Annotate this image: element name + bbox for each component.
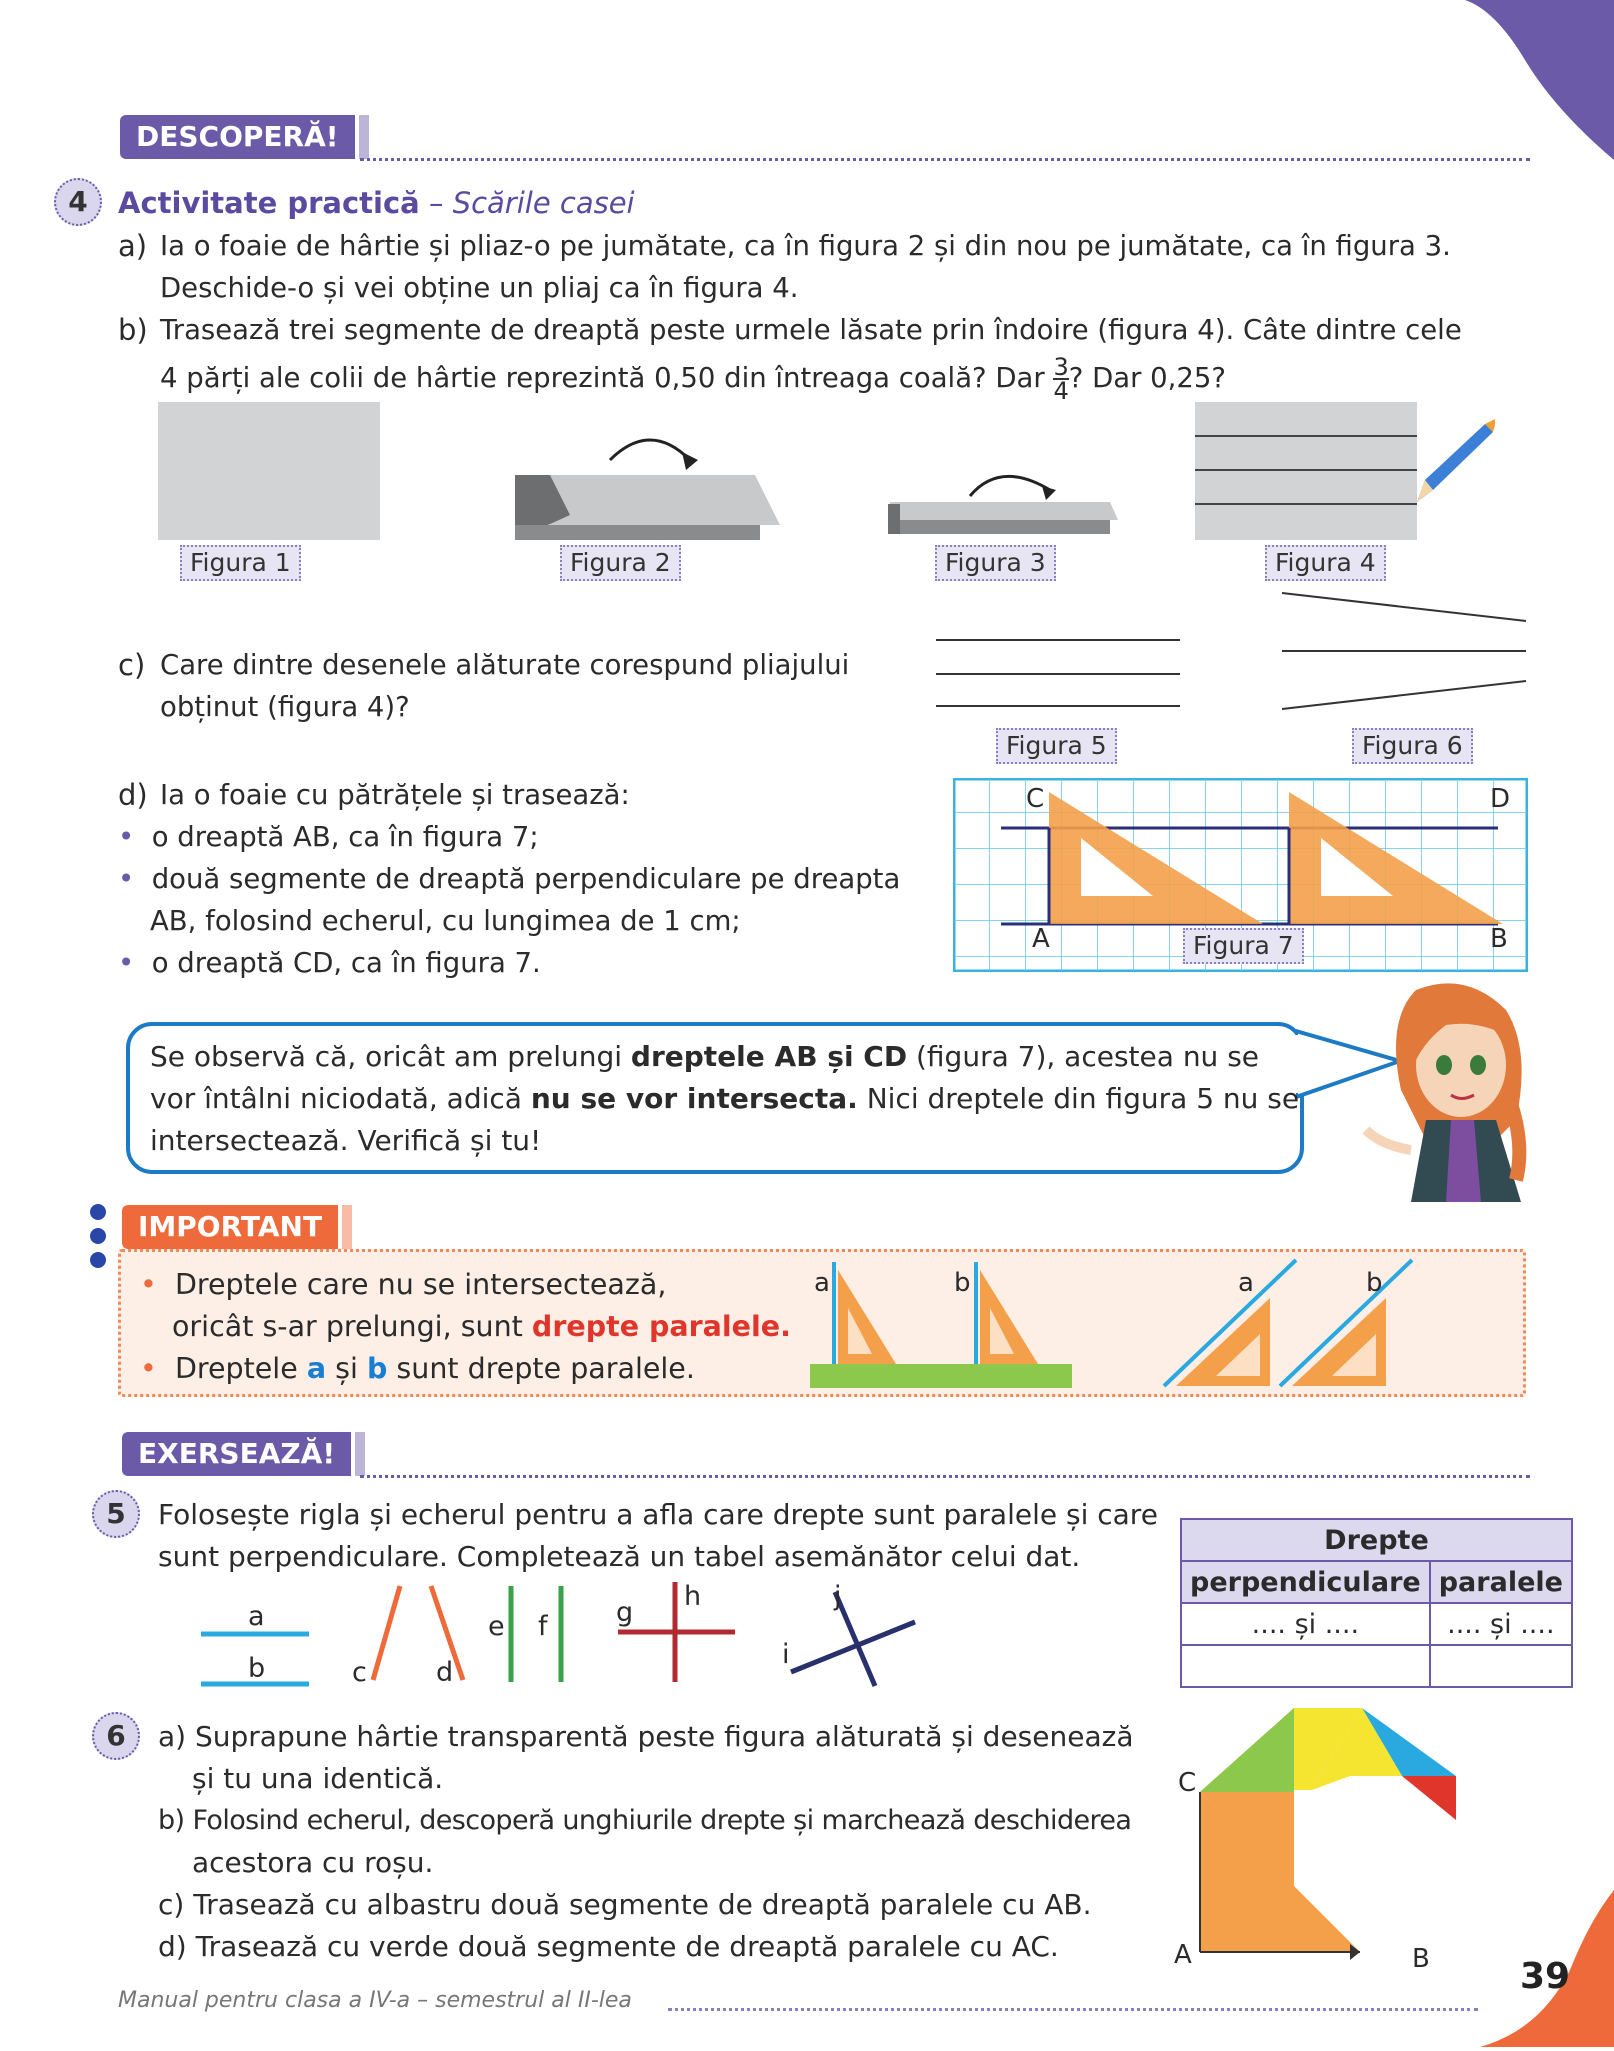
figure-2-label: Figura 2 — [560, 545, 681, 581]
title-bold: Activitate practică — [118, 186, 420, 220]
exercise-number: 4 — [54, 178, 102, 226]
important-b2-b: b — [366, 1352, 388, 1385]
title-italic: Scările casei — [452, 186, 635, 220]
b-line2-post: ? Dar 0,25? — [1068, 362, 1226, 394]
figure-3-fold — [880, 460, 1120, 540]
section-tag-exerseaza: EXERSEAZĂ! — [122, 1432, 351, 1476]
section-divider — [360, 158, 1530, 161]
figure-4-paper — [1195, 402, 1495, 542]
tangram-point-c: C — [1178, 1768, 1197, 1798]
section-divider-2 — [360, 1475, 1530, 1478]
fig7-point-c: C — [1026, 784, 1045, 814]
important-label-b2: b — [1366, 1268, 1383, 1298]
important-label-a2: a — [1238, 1268, 1254, 1298]
ex5-lines-drawing — [195, 1578, 925, 1690]
fraction-numerator: 3 — [1053, 353, 1069, 381]
section-tag-important: IMPORTANT — [122, 1205, 338, 1249]
ex5-line2: sunt perpendiculare. Completează un tabel asemănător celui dat. — [158, 1540, 1081, 1573]
exercise-5-number: 5 — [92, 1490, 140, 1538]
important-b1-l1: Dreptele care nu se intersectează, — [174, 1268, 667, 1301]
d-bullet-list — [118, 816, 918, 984]
item-b-line1: Trasează trei segmente de dreaptă peste urmele lăsate prin îndoire (figura 4). Câte dintre cele — [160, 314, 1462, 346]
d-bullet-2: • două segmente de dreaptă perpendiculare pe dreapta — [118, 863, 901, 895]
d-bullet-3-text: o dreaptă CD, ca în figura 7. — [151, 947, 541, 979]
item-b-line2 — [160, 353, 1226, 405]
speech-1b: dreptele AB și CD — [630, 1040, 908, 1073]
d-bullet-1-text: o dreaptă AB, ca în figura 7; — [151, 821, 539, 853]
line-label-b: b — [248, 1653, 266, 1684]
tangram-point-b: B — [1412, 1944, 1430, 1974]
item-a-line2: Deschide-o și vei obține un pliaj ca în figura 4. — [160, 272, 799, 304]
page-number: 39 — [1520, 1956, 1571, 1997]
d-bullet-2-cont-text: AB, folosind echerul, cu lungimea de 1 cm; — [150, 905, 741, 937]
fraction — [1053, 353, 1069, 405]
line-label-a: a — [248, 1601, 265, 1632]
item-a-line1: Ia o foaie de hârtie și pliaz-o pe jumătate, ca în figura 2 și din nou pe jumătate, ca în figura 3. — [160, 230, 1451, 262]
title-dash: – — [419, 186, 453, 220]
table-col-perpendiculare: perpendiculare — [1181, 1561, 1430, 1603]
figure-5-label: Figura 5 — [996, 728, 1117, 764]
figure-6-lines — [1282, 585, 1532, 715]
ex6-d: d) Trasează cu verde două segmente de dreaptă paralele cu AC. — [158, 1930, 1059, 1963]
important-b2-pre: Dreptele — [174, 1352, 307, 1385]
important-label-a1: a — [814, 1268, 830, 1298]
footer-text: Manual pentru clasa a IV-a – semestrul al II-lea — [118, 1988, 632, 2013]
item-c-line1: Care dintre desenele alăturate corespund pliajului — [160, 649, 850, 681]
speech-2c: Nici dreptele din figura 5 nu se — [857, 1082, 1300, 1115]
line-label-j: j — [834, 1581, 842, 1612]
important-b1-l2: oricât s-ar prelungi, sunt — [172, 1310, 532, 1343]
fig7-point-b: B — [1490, 924, 1508, 954]
figure-6-label: Figura 6 — [1352, 728, 1473, 764]
line-label-e: e — [488, 1611, 505, 1642]
speech-line-1 — [150, 1036, 1259, 1078]
speech-1c: (figura 7), acestea nu se — [907, 1040, 1260, 1073]
figure-2-fold — [510, 430, 790, 540]
figure-3-label: Figura 3 — [935, 545, 1056, 581]
d-bullet-3: • o dreaptă CD, ca în figura 7. — [118, 947, 541, 979]
item-b-label: b) — [118, 313, 148, 347]
important-b2-a: a — [306, 1352, 327, 1385]
ex6-a-line1: a) Suprapune hârtie transparentă peste figura alăturată și desenează — [158, 1720, 1134, 1753]
figure-7-label: Figura 7 — [1183, 928, 1304, 964]
line-label-i: i — [782, 1639, 790, 1670]
speech-2a: vor întâlni niciodată, adică — [150, 1082, 531, 1115]
important-label-b1: b — [954, 1268, 971, 1298]
ex6-b-line1: b) Folosind echerul, descoperă unghiurile drepte și marchează deschiderea — [158, 1805, 1132, 1836]
item-c-line2: obținut (figura 4)? — [160, 691, 410, 723]
line-label-d: d — [436, 1657, 454, 1688]
table-col-paralele: paralele — [1430, 1561, 1572, 1603]
speech-line-2 — [150, 1078, 1299, 1120]
footer-divider — [668, 2008, 1478, 2011]
important-b2-mid: și — [326, 1352, 367, 1385]
speech-1a: Se observă că, oricât am prelungi — [150, 1040, 631, 1073]
line-label-h: h — [684, 1581, 702, 1612]
tangram-figure — [1190, 1700, 1470, 1960]
b-line2-pre: 4 părți ale colii de hârtie reprezintă 0,50 din întreaga coală? Dar — [160, 362, 1045, 394]
item-c-label: c) — [118, 648, 146, 682]
line-label-g: g — [616, 1597, 634, 1628]
table-header: Drepte — [1181, 1519, 1572, 1561]
section-tag-descopera: DESCOPERĂ! — [120, 115, 355, 159]
figure-5-lines — [936, 630, 1186, 710]
exercise-6-number: 6 — [92, 1712, 140, 1760]
parallel-set-square-illustration-1 — [808, 1258, 1078, 1390]
line-label-c: c — [352, 1657, 367, 1688]
ex6-b-line2: acestora cu roșu. — [192, 1846, 434, 1879]
table-cell[interactable]: .... și .... — [1181, 1603, 1430, 1645]
item-d-intro: Ia o foaie cu pătrățele și trasează: — [160, 779, 630, 811]
tangram-point-a: A — [1174, 1940, 1192, 1970]
fig7-point-d: D — [1490, 784, 1511, 814]
important-bullet-1: • Dreptele care nu se intersectează, — [140, 1268, 667, 1301]
girl-illustration — [1356, 980, 1536, 1202]
table-cell[interactable] — [1430, 1645, 1572, 1687]
important-dots-icon — [88, 1202, 108, 1274]
item-d-label: d) — [118, 778, 148, 812]
fig7-point-a: A — [1032, 924, 1050, 954]
item-a-label: a) — [118, 229, 148, 263]
figure-1-label: Figura 1 — [180, 545, 301, 581]
table-cell[interactable]: .... și .... — [1430, 1603, 1572, 1645]
table-cell[interactable] — [1181, 1645, 1430, 1687]
important-bullet-2: • Dreptele a și b sunt drepte paralele. — [140, 1352, 695, 1385]
important-b1-red: drepte paralele. — [531, 1310, 791, 1343]
d-bullet-2-text: două segmente de dreaptă perpendiculare pe dreapta — [151, 863, 901, 895]
lines-table — [1180, 1518, 1573, 1688]
d-bullet-1: • o dreaptă AB, ca în figura 7; — [118, 821, 539, 853]
speech-line-3: intersectează. Verifică și tu! — [150, 1124, 542, 1157]
exercise-title — [118, 182, 635, 224]
ex5-line1: Folosește rigla și echerul pentru a afla care drepte sunt paralele și care — [158, 1498, 1158, 1531]
ex6-a-line2: și tu una identică. — [192, 1762, 444, 1795]
figure-1-paper — [158, 402, 380, 540]
line-label-f: f — [538, 1611, 548, 1642]
speech-2b: nu se vor intersecta. — [530, 1082, 858, 1115]
corner-decoration-top — [1455, 0, 1614, 160]
important-bullet-1-cont — [172, 1306, 791, 1348]
ex6-c: c) Trasează cu albastru două segmente de dreaptă paralele cu AB. — [158, 1888, 1092, 1921]
fraction-denominator: 4 — [1053, 377, 1069, 405]
d-bullet-2-cont — [118, 900, 918, 942]
important-b2-post: sunt drepte paralele. — [387, 1352, 695, 1385]
figure-4-label: Figura 4 — [1265, 545, 1386, 581]
ex5-table-wrapper — [1180, 1518, 1573, 1688]
